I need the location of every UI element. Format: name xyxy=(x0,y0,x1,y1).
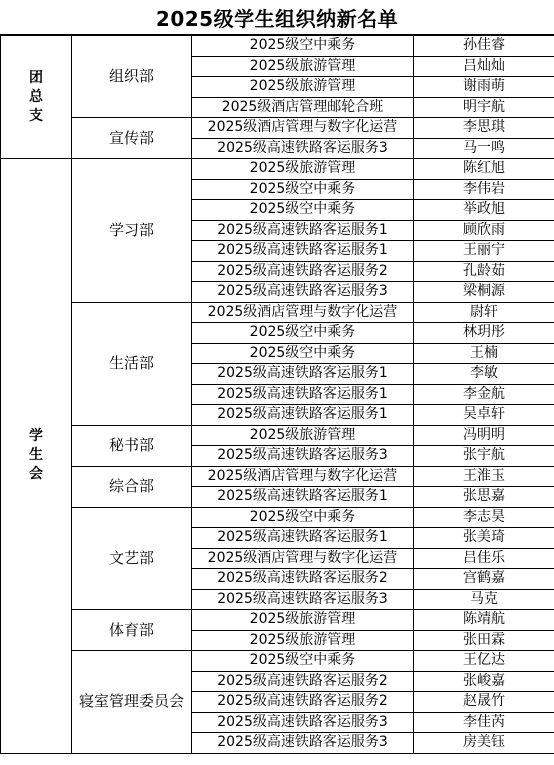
major-cell: 2025级空中乘务 xyxy=(192,179,414,200)
department-cell: 宣传部 xyxy=(72,118,192,159)
department-cell: 体育部 xyxy=(72,610,192,651)
name-cell: 吴卓轩 xyxy=(414,405,554,426)
name-cell: 张美琦 xyxy=(414,528,554,549)
name-cell: 马克 xyxy=(414,589,554,610)
name-cell: 张田霖 xyxy=(414,630,554,651)
name-cell: 赵晟竹 xyxy=(414,692,554,713)
name-cell: 李金航 xyxy=(414,384,554,405)
table-row xyxy=(1,35,554,56)
major-cell: 2025级高速铁路客运服务2 xyxy=(192,671,414,692)
department-cell: 生活部 xyxy=(72,302,192,425)
name-cell: 陈靖航 xyxy=(414,610,554,631)
roster-table xyxy=(0,34,554,754)
name-cell: 张思嘉 xyxy=(414,487,554,508)
major-cell: 2025级高速铁路客运服务3 xyxy=(192,712,414,733)
major-cell: 2025级高速铁路客运服务3 xyxy=(192,733,414,754)
major-cell: 2025级旅游管理 xyxy=(192,77,414,98)
major-cell: 2025级高速铁路客运服务1 xyxy=(192,487,414,508)
major-cell: 2025级空中乘务 xyxy=(192,651,414,672)
major-cell: 2025级高速铁路客运服务3 xyxy=(192,589,414,610)
major-cell: 2025级酒店管理邮轮合班 xyxy=(192,97,414,118)
name-cell: 房美钰 xyxy=(414,733,554,754)
name-cell: 马一鸣 xyxy=(414,138,554,159)
name-cell: 李敏 xyxy=(414,364,554,385)
name-cell: 陈红旭 xyxy=(414,159,554,180)
table-row xyxy=(1,466,554,487)
major-cell: 2025级高速铁路客运服务2 xyxy=(192,261,414,282)
major-cell: 2025级旅游管理 xyxy=(192,159,414,180)
name-cell: 李思琪 xyxy=(414,118,554,139)
table-row xyxy=(1,651,554,672)
name-cell: 宫鹤嘉 xyxy=(414,569,554,590)
major-cell: 2025级高速铁路客运服务3 xyxy=(192,446,414,467)
name-cell: 举政旭 xyxy=(414,200,554,221)
org-char: 团 xyxy=(29,69,43,86)
name-cell: 林玥彤 xyxy=(414,323,554,344)
org-char: 支 xyxy=(29,107,43,124)
table-row xyxy=(1,159,554,180)
name-cell: 梁桐源 xyxy=(414,282,554,303)
major-cell: 2025级旅游管理 xyxy=(192,630,414,651)
name-cell: 吕灿灿 xyxy=(414,56,554,77)
name-cell: 王淮玉 xyxy=(414,466,554,487)
org-char: 学 xyxy=(29,428,43,445)
table-row xyxy=(1,507,554,528)
org-char: 会 xyxy=(29,466,43,483)
name-cell: 孔龄茹 xyxy=(414,261,554,282)
department-cell: 寝室管理委员会 xyxy=(72,651,192,754)
name-cell: 张宇航 xyxy=(414,446,554,467)
major-cell: 2025级高速铁路客运服务3 xyxy=(192,282,414,303)
table-row xyxy=(1,610,554,631)
major-cell: 2025级酒店管理与数字化运营 xyxy=(192,466,414,487)
department-cell: 组织部 xyxy=(72,35,192,118)
org-cell xyxy=(1,35,72,159)
department-cell: 秘书部 xyxy=(72,425,192,466)
major-cell: 2025级旅游管理 xyxy=(192,56,414,77)
name-cell: 张峻嘉 xyxy=(414,671,554,692)
major-cell: 2025级高速铁路客运服务2 xyxy=(192,692,414,713)
department-cell: 文艺部 xyxy=(72,507,192,610)
major-cell: 2025级高速铁路客运服务1 xyxy=(192,384,414,405)
major-cell: 2025级高速铁路客运服务1 xyxy=(192,364,414,385)
name-cell: 李伟岩 xyxy=(414,179,554,200)
major-cell: 2025级高速铁路客运服务3 xyxy=(192,138,414,159)
page-title: 2025级学生组织纳新名单 xyxy=(155,6,399,31)
name-cell: 王楠 xyxy=(414,343,554,364)
major-cell: 2025级酒店管理与数字化运营 xyxy=(192,118,414,139)
major-cell: 2025级高速铁路客运服务1 xyxy=(192,241,414,262)
major-cell: 2025级高速铁路客运服务1 xyxy=(192,405,414,426)
name-cell: 吕佳乐 xyxy=(414,548,554,569)
name-cell: 顾欣雨 xyxy=(414,220,554,241)
major-cell: 2025级空中乘务 xyxy=(192,35,414,56)
major-cell: 2025级酒店管理与数字化运营 xyxy=(192,548,414,569)
major-cell: 2025级高速铁路客运服务1 xyxy=(192,220,414,241)
org-char: 总 xyxy=(29,88,43,105)
table-row xyxy=(1,118,554,139)
name-cell: 冯明明 xyxy=(414,425,554,446)
major-cell: 2025级空中乘务 xyxy=(192,200,414,221)
table-row xyxy=(1,425,554,446)
table-row xyxy=(1,302,554,323)
name-cell: 孙佳睿 xyxy=(414,35,554,56)
major-cell: 2025级高速铁路客运服务1 xyxy=(192,528,414,549)
roster-body xyxy=(1,35,554,753)
major-cell: 2025级酒店管理与数字化运营 xyxy=(192,302,414,323)
major-cell: 2025级空中乘务 xyxy=(192,507,414,528)
name-cell: 尉轩 xyxy=(414,302,554,323)
department-cell: 学习部 xyxy=(72,159,192,303)
name-cell: 明宇航 xyxy=(414,97,554,118)
major-cell: 2025级高速铁路客运服务2 xyxy=(192,569,414,590)
name-cell: 李佳芮 xyxy=(414,712,554,733)
major-cell: 2025级旅游管理 xyxy=(192,425,414,446)
major-cell: 2025级旅游管理 xyxy=(192,610,414,631)
name-cell: 李志昊 xyxy=(414,507,554,528)
org-cell xyxy=(1,159,72,754)
name-cell: 王丽宁 xyxy=(414,241,554,262)
name-cell: 王亿达 xyxy=(414,651,554,672)
org-char: 生 xyxy=(29,447,43,464)
department-cell: 综合部 xyxy=(72,466,192,507)
name-cell: 谢雨萌 xyxy=(414,77,554,98)
major-cell: 2025级空中乘务 xyxy=(192,343,414,364)
major-cell: 2025级空中乘务 xyxy=(192,323,414,344)
